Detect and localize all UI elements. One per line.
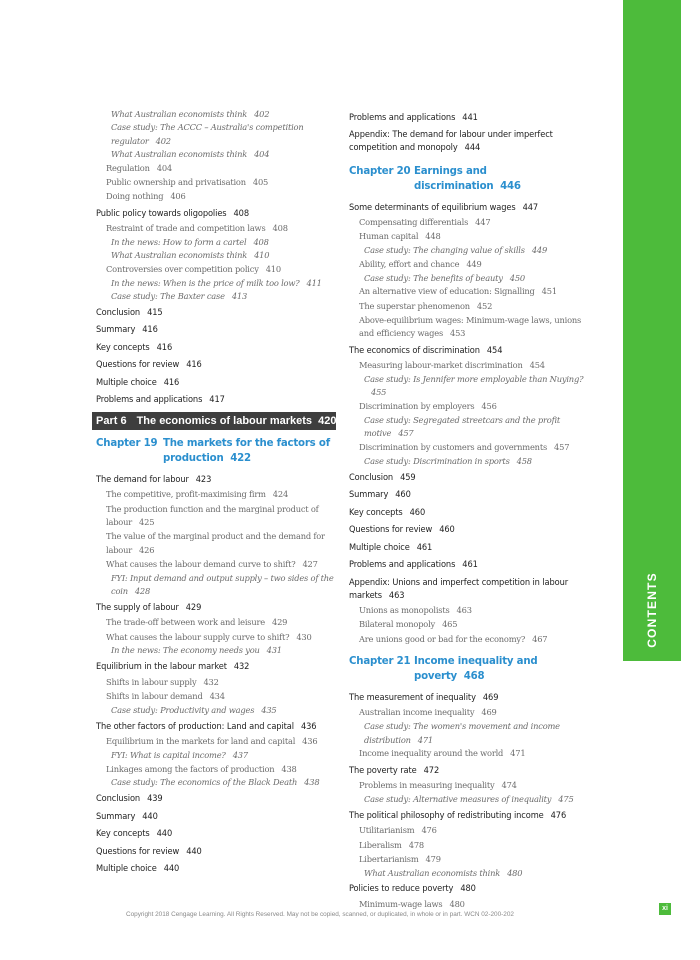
toc-entry[interactable] [96,749,336,762]
toc-entry-title: Case study: Discrimination in sports [364,455,510,466]
toc-entry-title: The production function and the marginal product of labour [106,503,319,527]
toc-entry-title: Case study: The benefits of beauty [364,272,503,283]
toc-entry[interactable] [349,341,594,359]
toc-entry-page: 460 [395,489,411,501]
toc-entry-page: 461 [416,541,433,553]
toc-entry[interactable] [349,867,594,880]
toc-entry-title: Libertarianism [359,853,419,864]
toc-entry[interactable] [96,790,336,808]
toc-entry[interactable] [349,257,594,271]
chapter-number: Chapter 20 [349,166,411,177]
toc-entry[interactable] [96,321,336,339]
toc-entry-page: 451 [541,286,557,297]
toc-entry-page: 432 [233,661,250,673]
toc-entry[interactable] [349,706,594,720]
toc-entry[interactable] [96,290,336,303]
toc-entry[interactable] [349,126,594,157]
toc-entry[interactable] [96,373,336,391]
chapter-heading-19[interactable] [96,434,336,470]
toc-entry-page: 480 [449,898,465,909]
toc-entry[interactable] [96,222,336,236]
toc-entry-page: 478 [408,839,424,850]
toc-entry-page: 458 [516,455,532,466]
toc-entry[interactable] [349,824,594,838]
toc-entry[interactable] [96,557,336,571]
part-heading[interactable] [92,412,336,430]
toc-entry-title: What Australian economists think [111,109,248,119]
toc-entry[interactable] [96,175,336,189]
chapter-number: Chapter 21 [349,656,411,668]
toc-entry-title: Questions for review [96,359,180,371]
toc-entry-title: Questions for review [96,845,180,857]
toc-entry-title: Compensating differentials [359,217,469,227]
toc-entry-page: 440 [163,863,180,875]
toc-entry-page: 408 [233,207,249,219]
toc-entry-title: Doing nothing [106,191,164,202]
toc-entry-title: Utilitarianism [359,825,415,836]
toc-entry-page: 408 [272,223,288,234]
toc-entry-title: Case study: The ACCC – Australia's competition regulator [111,122,304,146]
toc-entry-page: 424 [272,489,289,500]
toc-entry-title: Multiple choice [96,863,157,875]
toc-entry-title: Human capital [359,231,419,242]
toc-entry-title: Case study: Is Jennifer more employable than Nuying? [364,373,584,384]
toc-entry[interactable] [349,440,594,454]
toc-entry-title: What Australian economists think [364,867,501,878]
toc-entry-title: Income inequality around the world [359,748,504,759]
toc-entry-page: 471 [510,748,526,759]
toc-entry[interactable] [349,455,594,468]
toc-entry-title: Case study: The changing value of skills [364,245,525,256]
toc-right-column [349,108,594,912]
toc-entry-title: Bilateral monopoly [359,619,436,630]
toc-entry-page: 428 [134,585,151,596]
toc-entry-page: 408 [253,236,269,247]
toc-entry-title: The economics of discrimination [349,344,480,356]
toc-entry-title: Measuring labour-market discrimination [359,360,523,371]
toc-entry[interactable] [96,303,336,321]
toc-entry-page: 441 [462,111,478,123]
toc-entry-page: 405 [252,176,269,187]
toc-entry[interactable] [349,573,594,604]
toc-entry[interactable] [96,190,336,204]
copyright-footer: Copyright 2018 Cengage Learning. All Rights Reserved. May not be copied, scanned, or duplicated, in whole or in part. WCN 02-200-202 [126,911,514,918]
toc-entry[interactable] [96,572,336,599]
toc-entry-page: 476 [421,825,437,836]
toc-entry-page: 426 [139,544,155,555]
toc-entry-title: Multiple choice [96,376,157,388]
toc-entry-page: 480 [507,867,523,878]
toc-entry-title: The competitive, profit-maximising firm [106,489,266,500]
toc-entry-page: 432 [203,676,219,687]
toc-entry-list [96,470,336,877]
toc-entry-title: Liberalism [359,839,402,850]
toc-entry-title: Multiple choice [349,541,410,553]
toc-entry[interactable] [349,688,594,706]
toc-entry-page: 404 [254,148,270,159]
toc-entry[interactable] [349,521,594,539]
toc-entry-page: 440 [142,810,158,822]
toc-entry-page: 472 [423,764,440,776]
chapter-page: 468 [463,670,485,682]
toc-entry-page: 465 [442,619,458,630]
chapter-title: Earnings and discrimination [414,166,494,192]
toc-entry-title: Australian income inequality [359,707,475,718]
part-title: The economics of labour markets [136,415,313,428]
toc-entry-page: 429 [185,601,202,613]
toc-entry-title: Policies to reduce poverty [349,883,454,895]
toc-entry-page: 453 [450,328,466,339]
toc-entry-title: Discrimination by customers and governments [359,441,548,452]
page-number-badge: xi [659,903,671,915]
toc-entry-title: Restraint of trade and competition laws [106,223,266,234]
toc-entry[interactable] [96,391,336,409]
toc-entry-title: The value of the marginal product and the demand for labour [106,531,325,555]
toc-entry-page: 439 [147,793,163,805]
toc-entry[interactable] [349,272,594,285]
toc-entry-page: 416 [163,376,180,388]
toc-entry-page: 438 [304,777,320,788]
toc-entry-title: Conclusion [96,793,141,805]
toc-entry-title: Key concepts [96,341,150,353]
toc-entry-title: Public ownership and privatisation [106,176,246,187]
toc-entry-title: Equilibrium in the markets for land and capital [106,736,296,747]
toc-entry[interactable] [349,359,594,373]
toc-entry-page: 425 [139,516,155,527]
toc-entry-title: Above-equilibrium wages: Minimum-wage laws, unions and efficiency wages [359,315,582,339]
toc-entry-title: Questions for review [349,524,433,536]
chapter-title-group [414,165,594,194]
chapter-page: 446 [500,180,521,192]
toc-entry-page: 479 [425,853,441,864]
toc-entry-page: 415 [147,306,163,318]
toc-entry-title: Case study: Productivity and wages [111,704,255,715]
toc-entry-page: 460 [409,506,426,518]
toc-entry-title: The other factors of production: Land and capital [96,720,294,732]
toc-entry-title: Problems and applications [349,111,456,123]
toc-entry-page: 436 [300,720,317,732]
toc-entry-page: 448 [425,231,441,242]
toc-entry[interactable] [349,299,594,313]
toc-entry-page: 434 [209,690,225,701]
toc-entry[interactable] [96,825,336,843]
toc-entry-title: The superstar phenomenon [359,300,470,311]
toc-entry[interactable] [96,470,336,488]
toc-entry[interactable] [96,148,336,161]
toc-entry-title: Conclusion [96,306,141,318]
toc-entry-title: The political philosophy of redistributing income [349,809,544,821]
toc-entry[interactable] [96,644,336,657]
toc-entry-page: 456 [481,401,497,412]
toc-entry[interactable] [349,198,594,216]
toc-entry[interactable] [96,616,336,630]
toc-entry[interactable] [96,807,336,825]
toc-entry[interactable] [96,860,336,878]
toc-entry-page: 423 [195,473,212,485]
toc-entry-page: 429 [272,617,288,628]
toc-entry-list [349,688,594,911]
toc-entry-page: 452 [476,300,493,311]
toc-entry-title: The supply of labour [96,601,179,613]
toc-entry-page: 416 [186,359,202,371]
toc-entry[interactable] [96,236,336,249]
toc-entry-title: Case study: The economics of the Black Death [111,777,298,788]
toc-entry[interactable] [96,717,336,735]
toc-entry-page: 444 [464,142,481,153]
toc-entry[interactable] [96,108,336,121]
toc-entry[interactable] [349,400,594,414]
toc-entry[interactable] [349,880,594,898]
toc-entry[interactable] [349,503,594,521]
toc-entry-title: What Australian economists think [111,250,248,261]
toc-entry-title: Case study: Alternative measures of inequality [364,793,552,804]
toc-entry-title: The trade-off between work and leisure [106,617,265,628]
toc-entry-list [349,198,594,646]
toc-entry-page: 411 [306,277,322,288]
toc-entry-title: Public policy towards oligopolies [96,207,227,219]
toc-entry-title: Regulation [106,162,150,173]
toc-entry-title: Are unions good or bad for the economy? [359,633,526,644]
toc-entry-title: What causes the labour supply curve to shift? [106,631,290,642]
toc-entry-title: Summary [349,489,389,501]
toc-entry-title: Discrimination by employers [359,401,475,412]
toc-entry[interactable] [96,249,336,262]
toc-entry-title: In the news: How to form a cartel [111,236,247,247]
toc-entry[interactable] [96,735,336,749]
toc-entry-page: 416 [156,341,173,353]
toc-entry[interactable] [349,618,594,632]
toc-entry-page: 447 [522,201,539,213]
toc-entry-title: Key concepts [96,828,150,840]
toc-entry-page: 475 [558,793,574,804]
toc-entry-title: Summary [96,324,136,336]
toc-entry[interactable] [349,897,594,911]
toc-entry[interactable] [96,121,336,148]
toc-entry[interactable] [349,632,594,646]
toc-entry[interactable] [349,604,594,618]
toc-entry-page: 438 [281,763,297,774]
toc-entry-title: Shifts in labour demand [106,690,203,701]
toc-entry-title: Problems in measuring inequality [359,780,495,791]
toc-entry-title: The measurement of inequality [349,691,476,703]
toc-entry[interactable] [349,486,594,504]
part-number: Part 6 [96,415,127,428]
toc-entry[interactable] [349,108,594,126]
toc-entry-page: 471 [417,734,434,745]
toc-entry[interactable] [96,658,336,676]
toc-entry-page: 449 [466,258,482,269]
chapter-title: Income inequality and poverty [414,656,538,682]
toc-entry-page: 454 [486,344,503,356]
toc-entry-page: 450 [509,272,526,283]
toc-entry-title: Summary [96,810,136,822]
toc-entry[interactable] [96,356,336,374]
toc-entry-title: Key concepts [349,506,403,518]
toc-entry-page: 447 [475,217,491,227]
toc-entry-title: Equilibrium in the labour market [96,661,227,673]
toc-entry[interactable] [349,852,594,866]
toc-entry-page: 402 [155,135,171,146]
toc-entry-title: In the news: When is the price of milk too low? [111,277,300,288]
toc-entry-title: Controversies over competition policy [106,263,259,274]
toc-entry-page: 430 [296,631,312,642]
chapter-title-group [414,655,594,684]
toc-entry[interactable] [96,204,336,222]
toc-entry-title: FYI: Input demand and output supply – two sides of the coin [111,572,334,596]
toc-entry-list [349,108,594,156]
toc-entry-page: 463 [456,605,472,616]
toc-entry-page: 437 [232,749,248,760]
toc-entry[interactable] [349,216,594,230]
toc-entry-page: 460 [439,524,455,536]
toc-entry[interactable] [96,704,336,717]
chapter-heading-20[interactable] [349,162,594,198]
toc-entry-title: Appendix: Unions and imperfect competition in labour markets [349,576,569,601]
toc-entry[interactable] [349,779,594,793]
toc-entry[interactable] [96,842,336,860]
toc-entry[interactable] [96,277,336,290]
toc-entry-page: 435 [261,704,277,715]
toc-entry-title: In the news: The economy needs you [111,645,260,656]
toc-entry-page: 457 [554,441,570,452]
toc-entry[interactable] [96,161,336,175]
toc-entry-page: 404 [156,162,172,173]
toc-entry[interactable] [349,761,594,779]
toc-entry-page: 413 [231,291,248,302]
contents-tab-label [628,560,676,660]
toc-entry-title: Case study: The women's movement and income distribution [364,721,560,745]
toc-entry-page: 410 [254,250,270,261]
toc-entry-title: What causes the labour demand curve to shift? [106,558,296,569]
toc-entry[interactable] [349,538,594,556]
toc-entry-page: 476 [550,809,567,821]
toc-entry-page: 467 [532,633,548,644]
toc-entry[interactable] [349,793,594,806]
toc-entry-page: 410 [265,263,281,274]
toc-entry-page: 461 [462,559,478,571]
toc-entry-page: 469 [481,707,497,718]
toc-entry[interactable] [96,776,336,789]
toc-entry[interactable] [349,244,594,257]
toc-entry-title: Case study: Segregated streetcars and the profit motive [364,414,561,439]
toc-entry-title: Appendix: The demand for labour under imperfect competition and monopoly [349,129,553,153]
toc-entry[interactable] [96,338,336,356]
toc-entry-page: 457 [398,428,414,439]
chapter-heading-21[interactable] [349,652,594,688]
chapter-title-group [163,437,336,466]
toc-entry[interactable] [349,806,594,824]
chapter-page: 422 [230,452,251,464]
chapter-number: Chapter 19 [96,438,158,450]
toc-entry[interactable] [96,762,336,776]
toc-entry-title: Minimum-wage laws [359,898,443,909]
toc-left-column [96,108,336,877]
toc-entry-title: Ability, effort and chance [359,258,460,269]
toc-entry-page: 480 [460,883,476,895]
toc-entry[interactable] [349,747,594,761]
toc-entry-title: Unions as monopolists [359,605,450,616]
toc-entry-page: 416 [142,324,158,336]
toc-entry[interactable] [349,556,594,574]
toc-entry[interactable] [349,468,594,486]
toc-entry[interactable] [96,502,336,530]
toc-entry-page: 431 [266,645,282,656]
toc-entry-page: 455 [371,387,387,398]
toc-entry[interactable] [349,720,594,747]
toc-entry-title: The demand for labour [96,473,189,485]
toc-entry[interactable] [96,598,336,616]
toc-entry[interactable] [96,488,336,502]
toc-entry[interactable] [349,414,594,441]
toc-entry-title: Linkages among the factors of production [106,763,275,774]
toc-entry[interactable] [349,314,594,342]
toc-entry-page: 440 [186,845,202,857]
toc-entry-page: 402 [254,109,270,119]
toc-entry-page: 417 [209,394,225,406]
toc-entry-page: 406 [170,191,186,202]
toc-entry[interactable] [349,230,594,244]
toc-entry-page: 459 [400,471,416,483]
toc-entry[interactable] [96,630,336,644]
toc-entry-page: 463 [388,589,405,601]
toc-entry-title: What Australian economists think [111,148,248,159]
toc-entry-page: 427 [302,558,318,569]
toc-entry-title: Conclusion [349,471,394,483]
toc-entry-list [96,108,336,408]
toc-entry[interactable] [96,675,336,689]
toc-entry[interactable] [349,373,594,400]
toc-entry-title: FYI: What is capital income? [111,749,226,760]
toc-entry-page: 436 [302,736,318,747]
toc-entry-title: The poverty rate [349,764,417,776]
toc-entry-title: Some determinants of equilibrium wages [349,201,516,213]
toc-entry-title: Problems and applications [96,394,203,406]
toc-entry[interactable] [96,689,336,703]
part-page: 420 [318,415,337,428]
toc-entry-page: 469 [482,691,499,703]
toc-entry-page: 474 [501,780,517,791]
toc-entry-page: 440 [156,828,173,840]
toc-entry-title: Problems and applications [349,559,456,571]
toc-entry[interactable] [349,838,594,852]
toc-entry-page: 454 [529,360,545,371]
chapter-title: The markets for the factors of production [163,438,330,464]
toc-entry[interactable] [96,262,336,276]
toc-entry-page: 449 [531,245,548,256]
toc-entry-title: An alternative view of education: Signalling [359,286,535,297]
toc-entry-title: Case study: The Baxter case [111,291,225,302]
toc-entry[interactable] [96,530,336,558]
toc-entry-title: Shifts in labour supply [106,676,197,687]
toc-entry[interactable] [349,285,594,299]
contents-tab-text: CONTENTS [645,572,660,648]
